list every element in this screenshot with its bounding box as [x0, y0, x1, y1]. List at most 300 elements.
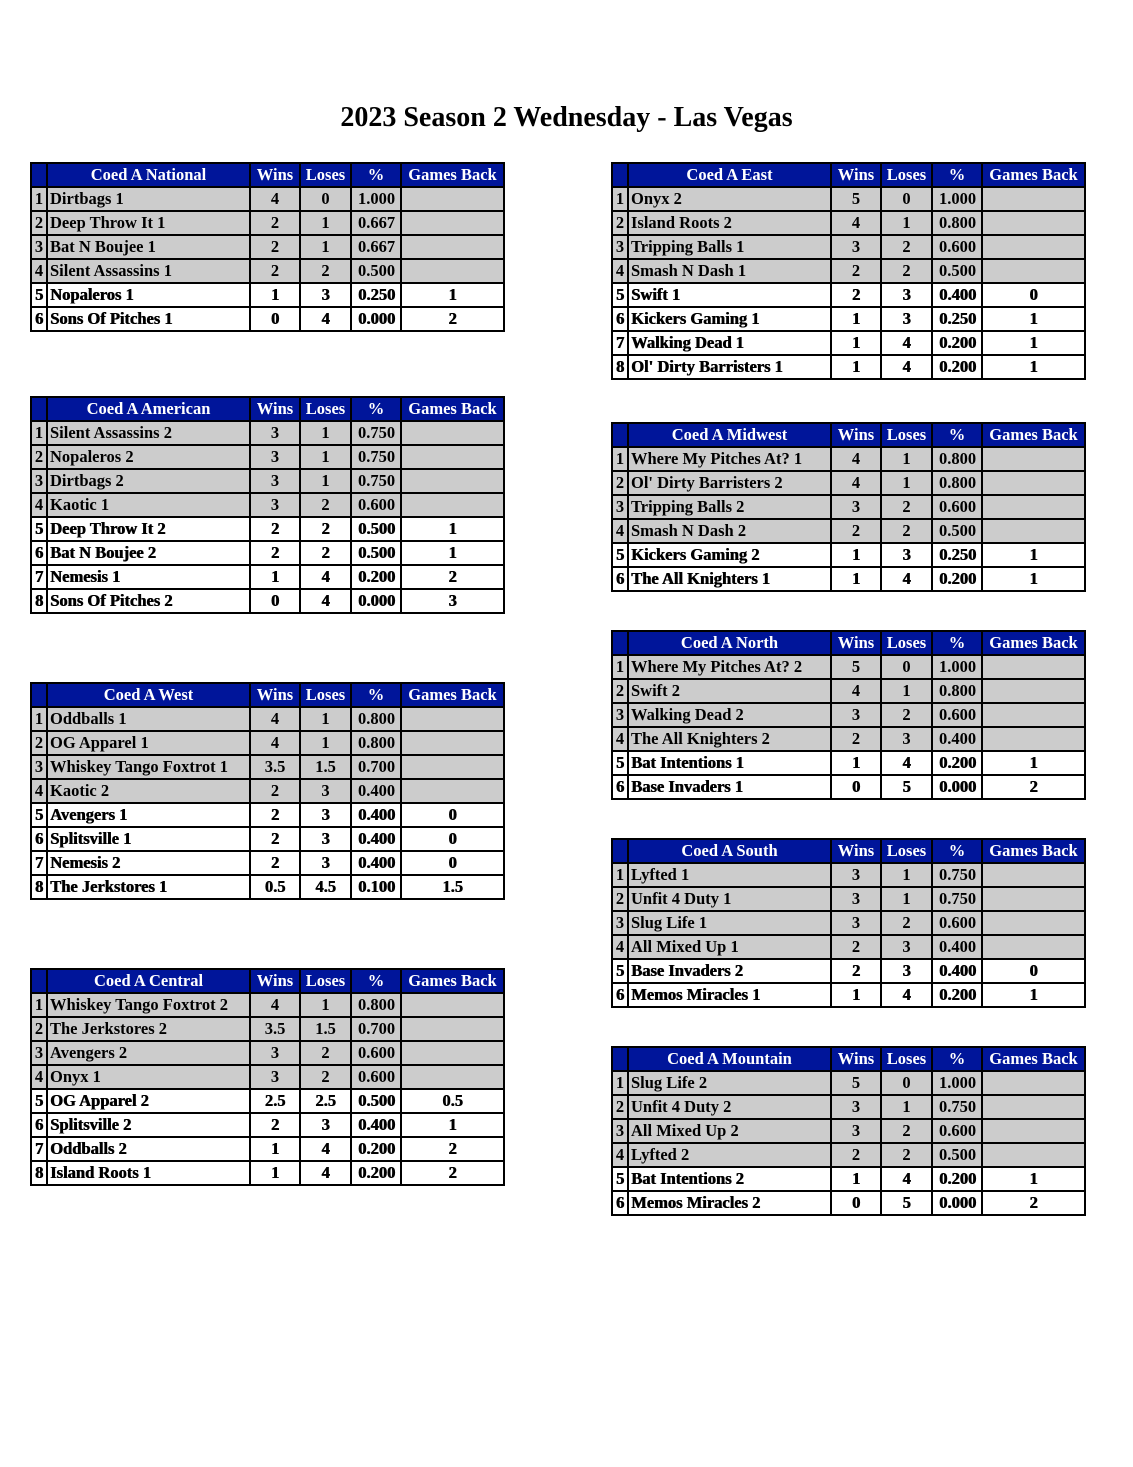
games-back-cell [982, 1095, 1085, 1119]
wins-cell: 2 [250, 541, 300, 565]
games-back-cell: 2 [401, 1161, 504, 1185]
rank-cell: 5 [612, 283, 628, 307]
rank-cell: 6 [612, 1191, 628, 1215]
rank-cell: 1 [31, 707, 47, 731]
pct-cell: 0.250 [932, 543, 982, 567]
wins-cell: 1 [250, 1137, 300, 1161]
wins-cell: 1 [250, 565, 300, 589]
rank-cell: 2 [31, 1017, 47, 1041]
pct-cell: 0.200 [932, 355, 982, 379]
standings-table-coed-a-south [611, 838, 1086, 1008]
wins-cell: 3 [831, 887, 881, 911]
games-back-header: Games Back [982, 163, 1085, 187]
games-back-header: Games Back [401, 163, 504, 187]
games-back-cell: 1 [401, 517, 504, 541]
wins-cell: 3 [250, 469, 300, 493]
rank-cell: 8 [31, 1161, 47, 1185]
pct-cell: 0.800 [932, 211, 982, 235]
standings-table-coed-a-american [30, 396, 505, 614]
rank-header [31, 163, 47, 187]
wins-cell: 3 [250, 1065, 300, 1089]
rank-cell: 3 [31, 469, 47, 493]
team-name: Ol' Dirty Barristers 2 [628, 471, 831, 495]
table-row [612, 447, 1085, 471]
rank-cell: 4 [612, 1143, 628, 1167]
team-name: Slug Life 2 [628, 1071, 831, 1095]
loses-cell: 2.5 [300, 1089, 351, 1113]
rank-cell: 3 [612, 703, 628, 727]
wins-cell: 2.5 [250, 1089, 300, 1113]
pct-cell: 0.400 [932, 959, 982, 983]
table-row [31, 1017, 504, 1041]
table-row [612, 307, 1085, 331]
games-back-header: Games Back [401, 683, 504, 707]
team-name: Nopaleros 2 [47, 445, 250, 469]
loses-cell: 4 [300, 1161, 351, 1185]
wins-cell: 1 [250, 1161, 300, 1185]
rank-cell: 3 [31, 235, 47, 259]
rank-cell: 4 [612, 727, 628, 751]
games-back-header: Games Back [401, 397, 504, 421]
team-name: Onyx 1 [47, 1065, 250, 1089]
table-row [612, 1143, 1085, 1167]
table-row [31, 993, 504, 1017]
table-row [612, 283, 1085, 307]
rank-cell: 5 [612, 543, 628, 567]
team-name: Where My Pitches At? 2 [628, 655, 831, 679]
loses-cell: 1 [300, 707, 351, 731]
loses-cell: 1 [300, 993, 351, 1017]
team-name: Base Invaders 2 [628, 959, 831, 983]
pct-cell: 0.750 [351, 469, 401, 493]
loses-cell: 3 [300, 283, 351, 307]
division-name: Coed A West [47, 683, 250, 707]
games-back-header: Games Back [982, 423, 1085, 447]
header-row [31, 969, 504, 993]
rank-cell: 5 [31, 1089, 47, 1113]
wins-header: Wins [250, 969, 300, 993]
rank-cell: 6 [612, 567, 628, 591]
games-back-cell: 1 [982, 355, 1085, 379]
loses-cell: 1 [300, 235, 351, 259]
wins-cell: 2 [250, 235, 300, 259]
team-name: Slug Life 1 [628, 911, 831, 935]
table-row [612, 1167, 1085, 1191]
rank-cell: 5 [31, 517, 47, 541]
rank-cell: 1 [31, 993, 47, 1017]
team-name: Unfit 4 Duty 2 [628, 1095, 831, 1119]
rank-cell: 2 [31, 731, 47, 755]
rank-header [612, 423, 628, 447]
page-title: 2023 Season 2 Wednesday - Las Vegas [340, 102, 793, 133]
pct-header: % [932, 1047, 982, 1071]
division-name: Coed A Mountain [628, 1047, 831, 1071]
wins-cell: 2 [250, 211, 300, 235]
pct-cell: 0.200 [351, 565, 401, 589]
wins-cell: 1 [831, 355, 881, 379]
rank-cell: 1 [31, 187, 47, 211]
games-back-header: Games Back [401, 969, 504, 993]
header-row [612, 839, 1085, 863]
games-back-cell [401, 469, 504, 493]
pct-cell: 0.600 [351, 1041, 401, 1065]
table-row [31, 283, 504, 307]
pct-cell: 0.200 [351, 1161, 401, 1185]
wins-cell: 1 [831, 1167, 881, 1191]
division-name: Coed A East [628, 163, 831, 187]
rank-cell: 2 [612, 679, 628, 703]
loses-cell: 3 [300, 1113, 351, 1137]
games-back-cell: 1 [982, 983, 1085, 1007]
games-back-cell [982, 911, 1085, 935]
team-name: Avengers 1 [47, 803, 250, 827]
pct-cell: 0.600 [351, 493, 401, 517]
rank-cell: 5 [31, 803, 47, 827]
team-name: Dirtbags 1 [47, 187, 250, 211]
rank-cell: 2 [612, 1095, 628, 1119]
wins-cell: 4 [831, 679, 881, 703]
division-name: Coed A Central [47, 969, 250, 993]
table-row [31, 851, 504, 875]
table-row [612, 543, 1085, 567]
pct-cell: 1.000 [351, 187, 401, 211]
loses-cell: 0 [881, 187, 932, 211]
pct-header: % [932, 423, 982, 447]
loses-header: Loses [881, 631, 932, 655]
rank-header [31, 683, 47, 707]
games-back-cell [982, 935, 1085, 959]
loses-cell: 1 [881, 1095, 932, 1119]
games-back-cell [982, 655, 1085, 679]
pct-header: % [932, 163, 982, 187]
division-name: Coed A American [47, 397, 250, 421]
wins-header: Wins [831, 163, 881, 187]
loses-cell: 4 [300, 1137, 351, 1161]
wins-header: Wins [250, 163, 300, 187]
table-row [31, 1089, 504, 1113]
pct-cell: 0.500 [351, 259, 401, 283]
games-back-cell [401, 259, 504, 283]
team-name: Splitsville 1 [47, 827, 250, 851]
loses-cell: 3 [300, 851, 351, 875]
pct-cell: 0.750 [351, 445, 401, 469]
team-name: Tripping Balls 1 [628, 235, 831, 259]
table-row [31, 589, 504, 613]
games-back-cell [401, 421, 504, 445]
table-row [31, 803, 504, 827]
games-back-cell: 1 [982, 567, 1085, 591]
loses-cell: 4 [881, 331, 932, 355]
wins-cell: 0 [250, 307, 300, 331]
wins-cell: 4 [831, 211, 881, 235]
team-name: Ol' Dirty Barristers 1 [628, 355, 831, 379]
wins-cell: 2 [250, 779, 300, 803]
loses-cell: 3 [881, 283, 932, 307]
rank-cell: 4 [31, 493, 47, 517]
pct-header: % [351, 683, 401, 707]
loses-cell: 1 [881, 863, 932, 887]
wins-cell: 2 [250, 803, 300, 827]
games-back-cell [982, 471, 1085, 495]
games-back-cell [982, 259, 1085, 283]
wins-cell: 1 [831, 543, 881, 567]
standings-table-coed-a-national [30, 162, 505, 332]
header-row [612, 631, 1085, 655]
games-back-cell: 2 [401, 565, 504, 589]
pct-cell: 0.500 [351, 517, 401, 541]
wins-cell: 3 [831, 495, 881, 519]
games-back-cell [982, 863, 1085, 887]
pct-cell: 0.200 [932, 567, 982, 591]
loses-cell: 1 [881, 447, 932, 471]
games-back-cell [982, 211, 1085, 235]
pct-cell: 0.400 [932, 935, 982, 959]
team-name: Bat N Boujee 1 [47, 235, 250, 259]
table-row [31, 875, 504, 899]
loses-cell: 4 [881, 983, 932, 1007]
loses-cell: 2 [300, 541, 351, 565]
games-back-cell: 1 [982, 543, 1085, 567]
wins-cell: 0 [250, 589, 300, 613]
table-row [612, 983, 1085, 1007]
team-name: The Jerkstores 2 [47, 1017, 250, 1041]
wins-cell: 0 [831, 1191, 881, 1215]
wins-cell: 5 [831, 1071, 881, 1095]
rank-cell: 8 [31, 875, 47, 899]
pct-cell: 0.600 [932, 1119, 982, 1143]
team-name: Splitsville 2 [47, 1113, 250, 1137]
pct-cell: 0.400 [351, 1113, 401, 1137]
loses-cell: 2 [881, 1119, 932, 1143]
pct-cell: 0.250 [351, 283, 401, 307]
loses-cell: 1 [300, 469, 351, 493]
loses-cell: 3 [300, 827, 351, 851]
division-name: Coed A National [47, 163, 250, 187]
wins-cell: 1 [831, 307, 881, 331]
rank-cell: 3 [612, 1119, 628, 1143]
pct-cell: 0.750 [351, 421, 401, 445]
rank-header [612, 839, 628, 863]
rank-cell: 5 [612, 751, 628, 775]
table-row [612, 259, 1085, 283]
pct-cell: 0.800 [351, 731, 401, 755]
team-name: Unfit 4 Duty 1 [628, 887, 831, 911]
games-back-cell [401, 211, 504, 235]
rank-cell: 6 [612, 983, 628, 1007]
loses-cell: 2 [300, 1065, 351, 1089]
rank-cell: 6 [612, 775, 628, 799]
loses-cell: 1 [300, 445, 351, 469]
games-back-cell: 0 [982, 283, 1085, 307]
rank-header [31, 397, 47, 421]
loses-header: Loses [300, 969, 351, 993]
rank-cell: 2 [612, 211, 628, 235]
rank-cell: 2 [31, 445, 47, 469]
team-name: Deep Throw It 1 [47, 211, 250, 235]
wins-cell: 4 [250, 731, 300, 755]
team-name: Nemesis 2 [47, 851, 250, 875]
team-name: Island Roots 2 [628, 211, 831, 235]
loses-cell: 2 [881, 519, 932, 543]
rank-cell: 5 [612, 1167, 628, 1191]
rank-cell: 3 [612, 495, 628, 519]
header-row [31, 683, 504, 707]
wins-cell: 2 [831, 959, 881, 983]
wins-cell: 3 [250, 421, 300, 445]
loses-cell: 1.5 [300, 1017, 351, 1041]
rank-cell: 5 [31, 283, 47, 307]
standings-table-coed-a-mountain [611, 1046, 1086, 1216]
team-name: Base Invaders 1 [628, 775, 831, 799]
team-name: Avengers 2 [47, 1041, 250, 1065]
pct-cell: 0.400 [932, 727, 982, 751]
loses-cell: 1 [300, 731, 351, 755]
wins-cell: 4 [831, 447, 881, 471]
team-name: Whiskey Tango Foxtrot 2 [47, 993, 250, 1017]
rank-cell: 2 [612, 471, 628, 495]
games-back-cell [401, 1065, 504, 1089]
table-row [31, 259, 504, 283]
team-name: Smash N Dash 1 [628, 259, 831, 283]
loses-cell: 2 [881, 703, 932, 727]
loses-cell: 3 [300, 803, 351, 827]
games-back-cell: 2 [401, 1137, 504, 1161]
loses-cell: 3 [881, 543, 932, 567]
rank-header [612, 631, 628, 655]
games-back-cell: 0 [401, 803, 504, 827]
rank-cell: 2 [612, 887, 628, 911]
table-row [612, 679, 1085, 703]
loses-header: Loses [300, 397, 351, 421]
rank-cell: 7 [31, 1137, 47, 1161]
loses-cell: 4.5 [300, 875, 351, 899]
table-row [612, 1071, 1085, 1095]
team-name: Lyfted 2 [628, 1143, 831, 1167]
loses-cell: 4 [881, 1167, 932, 1191]
games-back-cell [401, 1017, 504, 1041]
rank-cell: 7 [31, 565, 47, 589]
games-back-cell [982, 703, 1085, 727]
rank-header [612, 1047, 628, 1071]
pct-cell: 0.200 [932, 983, 982, 1007]
wins-cell: 3 [831, 863, 881, 887]
rank-cell: 1 [612, 655, 628, 679]
games-back-cell [401, 445, 504, 469]
team-name: Tripping Balls 2 [628, 495, 831, 519]
team-name: Where My Pitches At? 1 [628, 447, 831, 471]
loses-cell: 1 [300, 211, 351, 235]
team-name: Memos Miracles 2 [628, 1191, 831, 1215]
team-name: Oddballs 1 [47, 707, 250, 731]
games-back-cell [401, 707, 504, 731]
rank-cell: 8 [31, 589, 47, 613]
table-row [31, 565, 504, 589]
team-name: Walking Dead 2 [628, 703, 831, 727]
loses-cell: 5 [881, 1191, 932, 1215]
games-back-cell [982, 727, 1085, 751]
rank-cell: 5 [612, 959, 628, 983]
table-row [612, 331, 1085, 355]
loses-cell: 0 [881, 655, 932, 679]
wins-cell: 5 [831, 655, 881, 679]
wins-cell: 4 [250, 187, 300, 211]
table-row [31, 187, 504, 211]
games-back-header: Games Back [982, 1047, 1085, 1071]
division-name: Coed A Midwest [628, 423, 831, 447]
team-name: Silent Assassins 1 [47, 259, 250, 283]
pct-cell: 0.000 [351, 589, 401, 613]
team-name: OG Apparel 2 [47, 1089, 250, 1113]
wins-cell: 3 [831, 703, 881, 727]
loses-cell: 5 [881, 775, 932, 799]
loses-cell: 3 [300, 779, 351, 803]
loses-cell: 4 [300, 589, 351, 613]
loses-cell: 1 [881, 679, 932, 703]
rank-cell: 4 [31, 779, 47, 803]
loses-header: Loses [881, 163, 932, 187]
team-name: Kaotic 1 [47, 493, 250, 517]
loses-cell: 4 [300, 565, 351, 589]
table-row [612, 495, 1085, 519]
wins-header: Wins [250, 683, 300, 707]
wins-cell: 4 [250, 707, 300, 731]
rank-cell: 3 [612, 911, 628, 935]
games-back-cell: 0 [982, 959, 1085, 983]
wins-header: Wins [831, 423, 881, 447]
pct-cell: 0.400 [351, 851, 401, 875]
loses-header: Loses [300, 683, 351, 707]
games-back-cell: 0 [401, 851, 504, 875]
loses-cell: 2 [881, 1143, 932, 1167]
wins-cell: 2 [831, 283, 881, 307]
table-row [612, 235, 1085, 259]
table-row [612, 519, 1085, 543]
games-back-cell [982, 1119, 1085, 1143]
pct-cell: 1.000 [932, 187, 982, 211]
table-row [31, 731, 504, 755]
team-name: Smash N Dash 2 [628, 519, 831, 543]
pct-cell: 0.667 [351, 235, 401, 259]
wins-cell: 3 [250, 445, 300, 469]
games-back-cell [401, 755, 504, 779]
table-row [612, 1095, 1085, 1119]
games-back-cell: 1 [982, 331, 1085, 355]
table-row [31, 469, 504, 493]
wins-cell: 1 [831, 983, 881, 1007]
loses-cell: 2 [300, 493, 351, 517]
pct-cell: 0.500 [351, 1089, 401, 1113]
loses-cell: 4 [881, 751, 932, 775]
games-back-cell [982, 887, 1085, 911]
table-row [31, 235, 504, 259]
team-name: Walking Dead 1 [628, 331, 831, 355]
table-row [612, 775, 1085, 799]
team-name: Sons Of Pitches 1 [47, 307, 250, 331]
rank-cell: 3 [31, 755, 47, 779]
pct-cell: 0.750 [932, 863, 982, 887]
pct-cell: 0.500 [351, 541, 401, 565]
table-row [31, 211, 504, 235]
table-row [31, 1041, 504, 1065]
loses-cell: 2 [881, 259, 932, 283]
wins-cell: 4 [831, 471, 881, 495]
games-back-cell: 1 [982, 1167, 1085, 1191]
rank-cell: 7 [31, 851, 47, 875]
team-name: The Jerkstores 1 [47, 875, 250, 899]
table-row [31, 1161, 504, 1185]
games-back-cell [982, 495, 1085, 519]
table-row [31, 445, 504, 469]
